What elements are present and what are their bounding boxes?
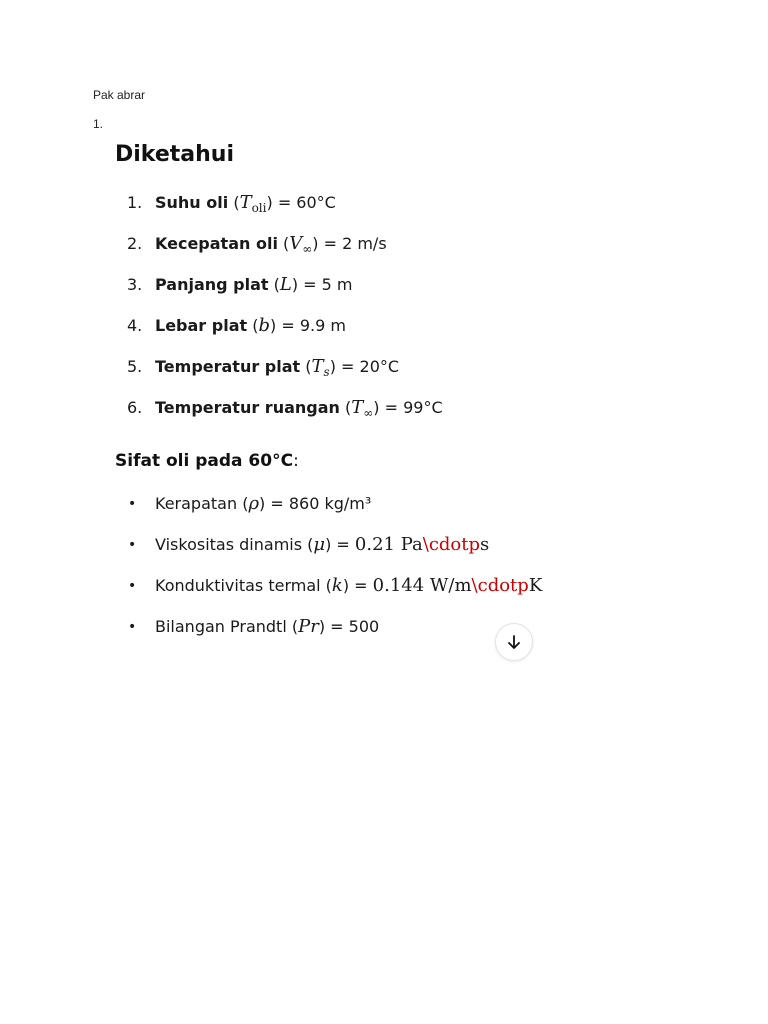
latex-error-text: \cdotp	[471, 575, 529, 596]
problem-number: 1.	[93, 117, 104, 131]
arrow-down-icon	[505, 633, 523, 651]
known-heading: Diketahui	[115, 142, 234, 167]
bullet: •	[128, 578, 137, 594]
bullet: •	[128, 537, 137, 553]
properties-heading: Sifat oli pada 60°C:	[115, 451, 299, 471]
bullet: •	[128, 496, 137, 512]
latex-error-text: \cdotp	[422, 534, 481, 555]
scroll-down-button[interactable]	[495, 623, 533, 661]
bullet: •	[128, 619, 137, 635]
author-name: Pak abrar	[93, 88, 146, 102]
